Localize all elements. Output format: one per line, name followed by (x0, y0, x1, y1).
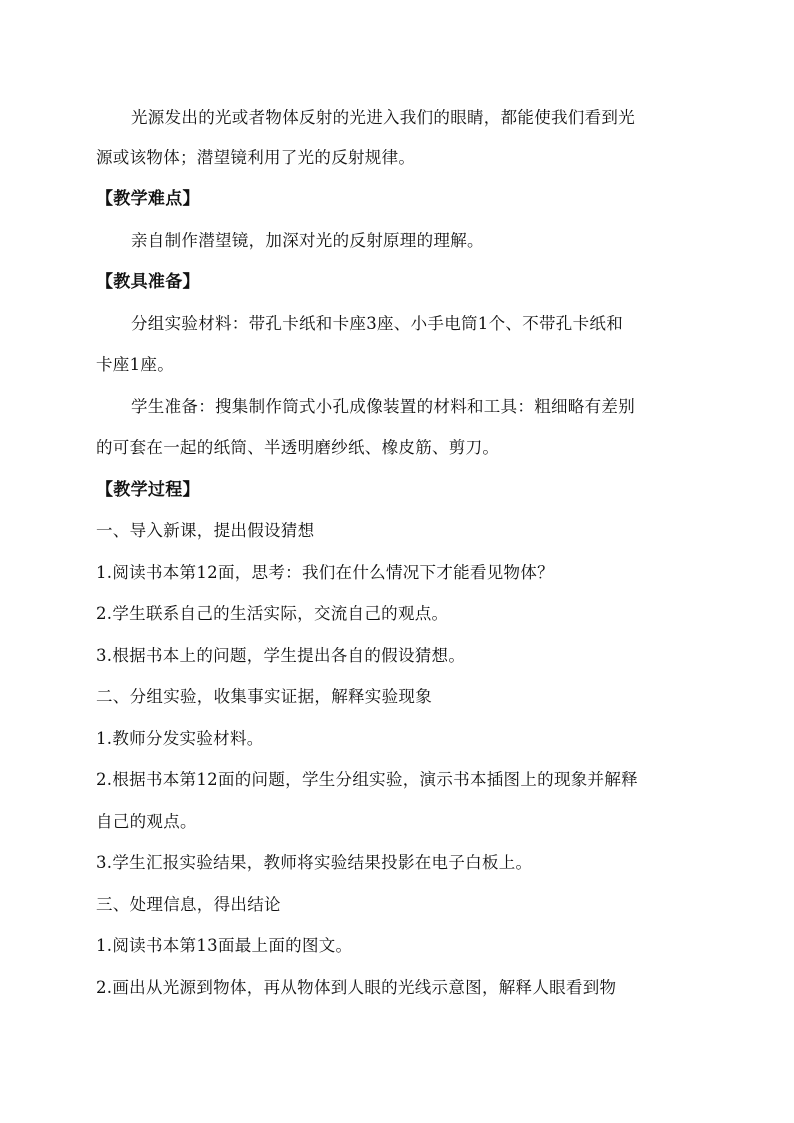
section-heading-difficulty: 【教学难点】 (96, 189, 200, 209)
list-item: 2.根据书本第12面的问题，学生分组实验，演示书本插图上的现象并解释 (96, 770, 638, 789)
list-item: 2.学生联系自己的生活实际，交流自己的观点。 (96, 604, 449, 623)
subsection-title: 一、导入新课，提出假设猜想 (96, 521, 315, 540)
paragraph-line: 亲自制作潜望镜，加深对光的反射原理的理解。 (131, 231, 484, 250)
list-item: 2.画出从光源到物体，再从物体到人眼的光线示意图，解释人眼看到物 (96, 978, 617, 997)
paragraph-line: 分组实验材料：带孔卡纸和卡座3座、小手电筒1个、不带孔卡纸和 (131, 314, 623, 333)
list-item: 1.阅读书本第13面最上面的图文。 (96, 936, 353, 955)
list-item: 自己的观点。 (96, 812, 197, 831)
list-item: 1.阅读书本第12面，思考：我们在什么情况下才能看见物体？ (96, 563, 554, 582)
list-item: 3.根据书本上的问题，学生提出各自的假设猜想。 (96, 646, 466, 665)
subsection-title: 二、分组实验，收集事实证据，解释实验现象 (96, 687, 432, 706)
paragraph-line: 卡座1座。 (96, 355, 174, 374)
section-heading-materials: 【教具准备】 (96, 272, 200, 292)
paragraph-line: 学生准备：搜集制作筒式小孔成像装置的材料和工具：粗细略有差别 (131, 397, 635, 416)
section-heading-process: 【教学过程】 (96, 480, 200, 500)
paragraph-line: 光源发出的光或者物体反射的光进入我们的眼睛，都能使我们看到光 (131, 108, 635, 127)
paragraph-line: 源或该物体；潜望镜利用了光的反射规律。 (96, 148, 416, 167)
list-item: 1.教师分发实验材料。 (96, 729, 264, 748)
list-item: 3.学生汇报实验结果，教师将实验结果投影在电子白板上。 (96, 853, 533, 872)
subsection-title: 三、处理信息，得出结论 (96, 895, 281, 914)
paragraph-line: 的可套在一起的纸筒、半透明磨纱纸、橡皮筋、剪刀。 (96, 438, 500, 457)
